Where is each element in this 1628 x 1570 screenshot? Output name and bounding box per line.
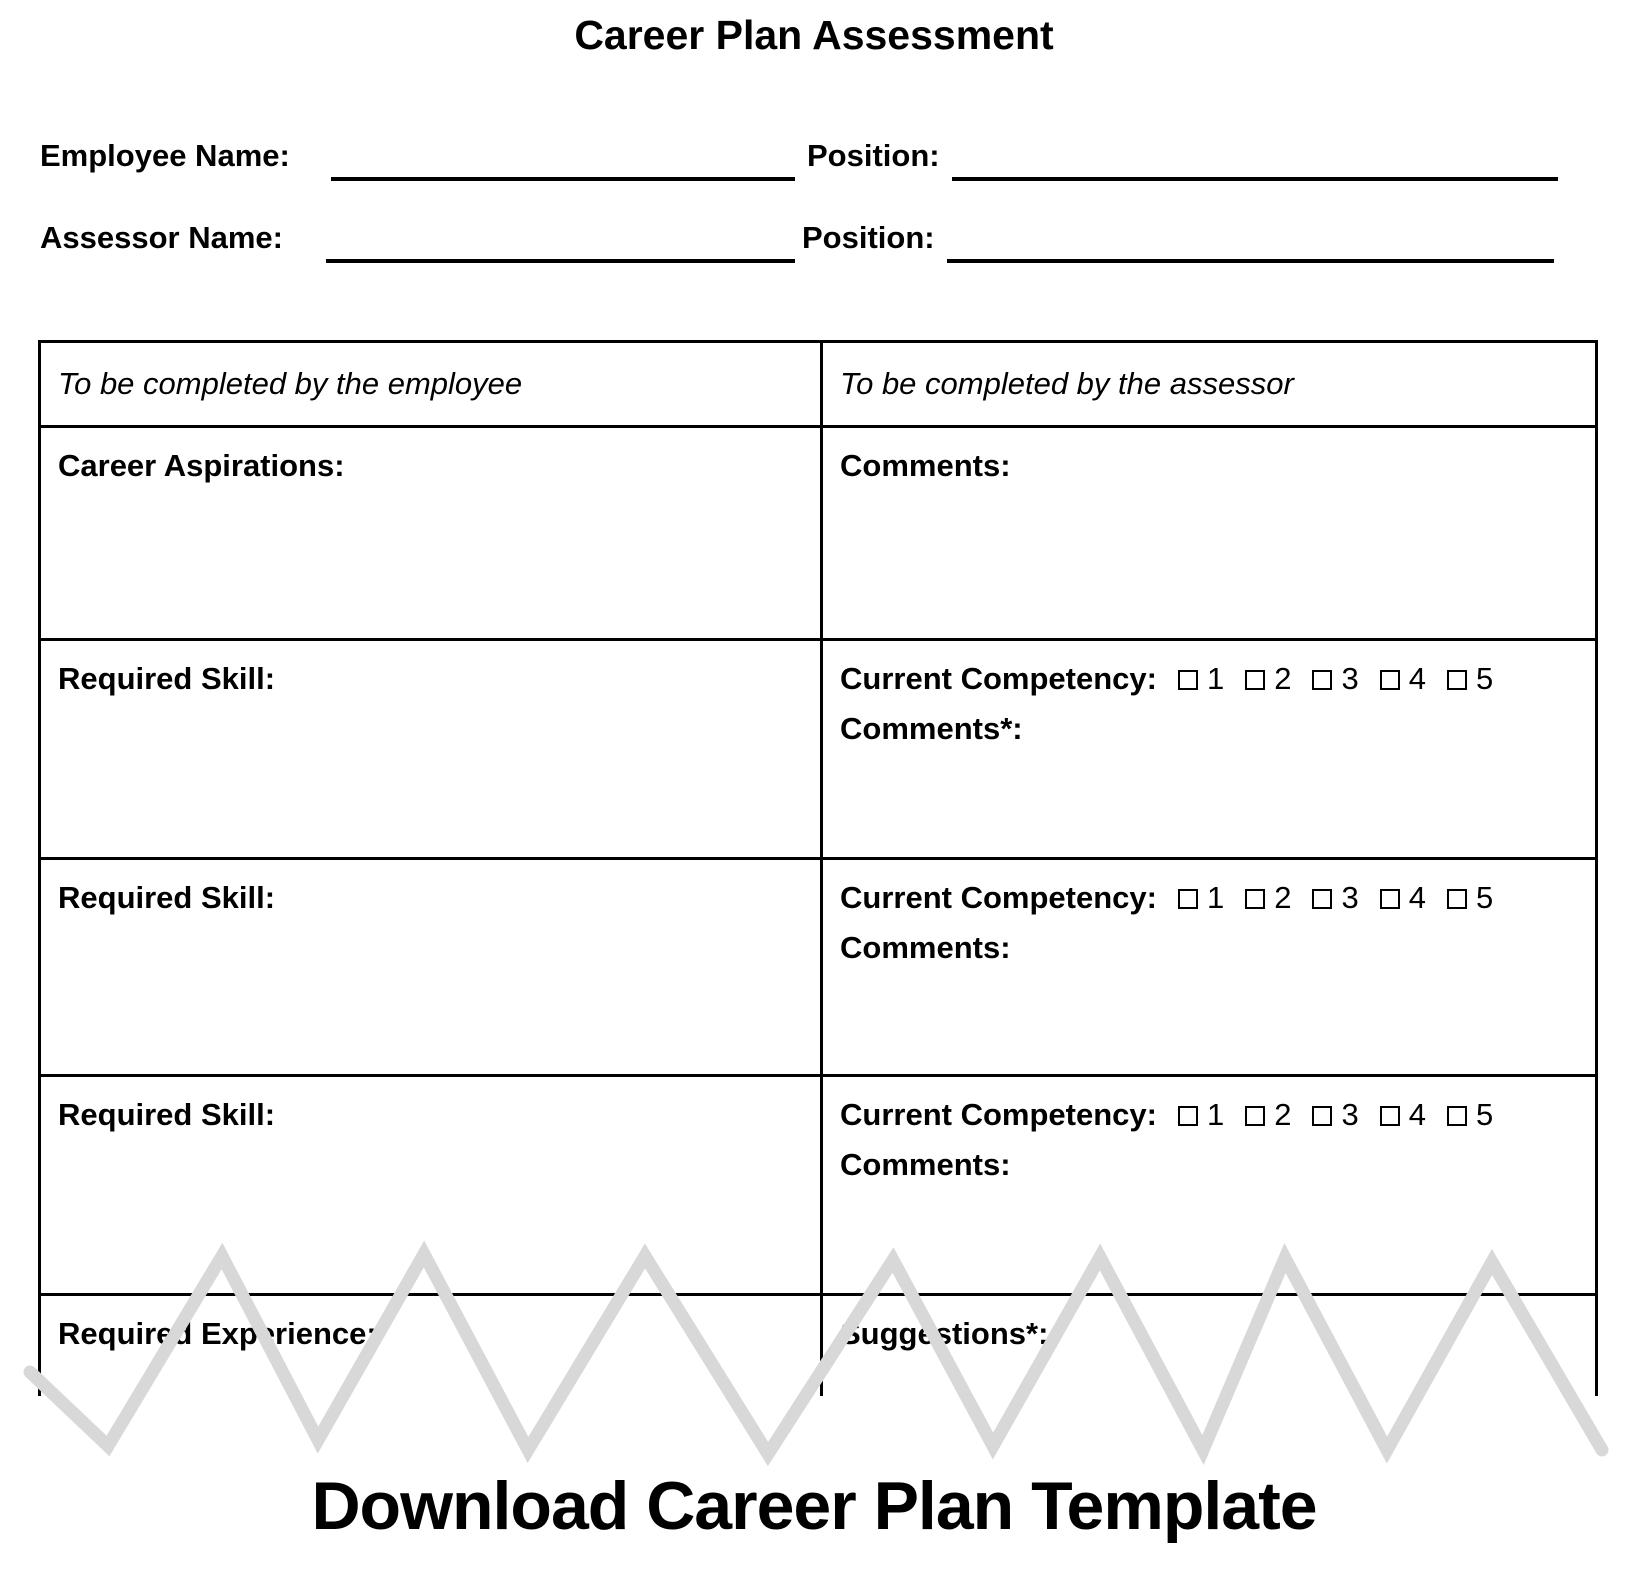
employee-position-field[interactable] [952,177,1558,181]
header-employee-text: To be completed by the employee [58,366,523,401]
current-competency-label: Current Competency: [840,661,1157,696]
table-row-required-skill-2 [41,860,1595,1077]
scale-value: 2 [1274,1097,1292,1132]
scale-value: 4 [1408,661,1426,696]
download-link[interactable]: Download Career Plan Template [311,1468,1317,1544]
competency-checkbox-5[interactable] [1447,670,1467,690]
required-skill-label: Required Skill: [58,1097,276,1132]
competency-checkbox-3[interactable] [1312,670,1332,690]
competency-checkbox-2[interactable] [1245,1106,1265,1126]
competency-cell [823,641,1595,857]
table-row-required-experience [41,1296,1595,1396]
competency-checkbox-1[interactable] [1178,889,1198,909]
scale-value: 4 [1408,1097,1426,1132]
table-header-assessor [823,343,1595,425]
competency-cell [823,1077,1595,1293]
comments-label: Comments*: [840,711,1023,746]
employee-name-label: Employee Name: [40,138,290,173]
scale-value: 5 [1475,880,1494,915]
required-skill-cell[interactable] [41,1077,823,1293]
table-row-required-skill-3 [41,1077,1595,1296]
table-row-required-skill-1 [41,641,1595,860]
comments-cell[interactable] [823,428,1595,638]
scale-value: 5 [1475,661,1494,696]
career-aspirations-label: Career Aspirations: [58,448,345,483]
scale-value: 1 [1206,880,1225,915]
assessor-position-field[interactable] [947,259,1554,263]
required-skill-cell[interactable] [41,641,823,857]
assessor-name-field[interactable] [326,259,795,263]
scale-value: 3 [1341,661,1359,696]
current-competency-label: Current Competency: [840,1097,1157,1132]
employee-position-label: Position: [807,138,940,173]
comments-label: Comments: [840,1147,1011,1182]
current-competency-label: Current Competency: [840,880,1157,915]
competency-checkbox-1[interactable] [1178,670,1198,690]
suggestions-label: Suggestions*: [840,1316,1049,1351]
scale-value: 2 [1274,661,1292,696]
career-aspirations-cell[interactable] [41,428,823,638]
required-skill-label: Required Skill: [58,880,276,915]
competency-checkbox-3[interactable] [1312,1106,1332,1126]
required-skill-label: Required Skill: [58,661,276,696]
competency-checkbox-4[interactable] [1380,889,1400,909]
competency-checkbox-5[interactable] [1447,889,1467,909]
required-experience-label: Required Experience: [58,1316,377,1351]
assessor-name-label: Assessor Name: [40,220,283,255]
competency-checkbox-1[interactable] [1178,1106,1198,1126]
assessor-position-label: Position: [802,220,935,255]
page-title: Career Plan Assessment [574,12,1054,58]
table-header-row [41,343,1595,428]
competency-checkbox-4[interactable] [1380,670,1400,690]
required-skill-cell[interactable] [41,860,823,1074]
competency-checkbox-2[interactable] [1245,889,1265,909]
scale-value: 5 [1475,1097,1494,1132]
competency-cell [823,860,1595,1074]
competency-checkbox-2[interactable] [1245,670,1265,690]
comments-label: Comments: [840,930,1011,965]
scale-value: 1 [1206,661,1225,696]
header-assessor-text: To be completed by the assessor [840,366,1294,401]
required-experience-cell[interactable] [41,1296,823,1396]
scale-value: 4 [1408,880,1426,915]
table-row-career-aspirations [41,428,1595,641]
scale-value: 2 [1274,880,1292,915]
scale-value: 3 [1341,880,1359,915]
competency-checkbox-3[interactable] [1312,889,1332,909]
comments-label: Comments: [840,448,1011,483]
competency-checkbox-5[interactable] [1447,1106,1467,1126]
scale-value: 1 [1206,1097,1225,1132]
suggestions-cell[interactable] [823,1296,1595,1396]
table-header-employee [41,343,823,425]
assessment-table [38,340,1598,1396]
competency-checkbox-4[interactable] [1380,1106,1400,1126]
employee-name-field[interactable] [331,177,795,181]
scale-value: 3 [1341,1097,1359,1132]
